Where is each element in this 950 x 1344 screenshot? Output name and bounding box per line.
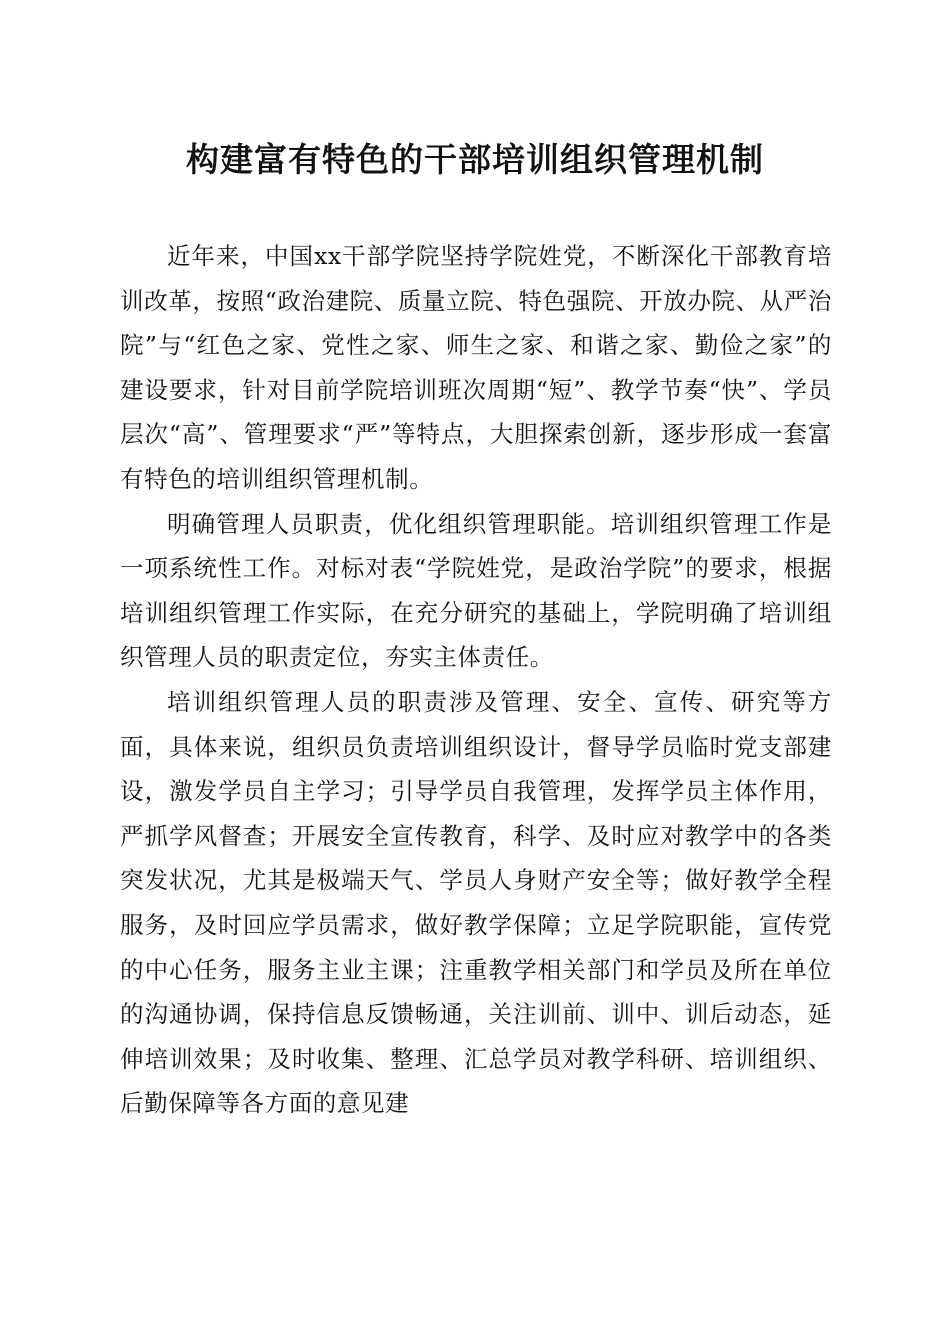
paragraph-duties: 培训组织管理人员的职责涉及管理、安全、宣传、研究等方面，具体来说，组织员负责培训组织设计，督导学员临时党支部建设，激发学员自主学习；引导学员自我管理，发挥学员主体作用，严抓学风督查；开展安全宣传教育，科学、及时应对教学中的各类突发状况，尤其是极端天气、学员人身财产安全等；做好教学全程服务，及时回应学员需求，做好教学保障；立足学院职能，宣传党的中心任务，服务主业主课；注重教学相关部门和学员及所在单位的沟通协调，保持信息反馈畅通，关注训前、训中、训后动态，延伸培训效果；及时收集、整理、汇总学员对教学科研、培训组织、后勤保障等各方面的意见建 — [120, 687, 832, 1118]
document-title: 构建富有特色的干部培训组织管理机制 — [186, 140, 764, 179]
document-body — [120, 234, 832, 1126]
paragraph-intro: 近年来，中国xx干部学院坚持学院姓党，不断深化干部教育培训改革，按照“政治建院、质量立院、特色强院、开放办院、从严治院”与“红色之家、党性之家、师生之家、和谐之家、勤俭之家”的建设要求，针对目前学院培训班次周期“短”、教学节奏“快”、学员层次“高”、管理要求“严”等特点，大胆探索创新，逐步形成一套富有特色的培训组织管理机制。 — [120, 242, 832, 493]
paragraph-responsibilities: 明确管理人员职责，优化组织管理职能。培训组织管理工作是一项系统性工作。对标对表“学院姓党，是政治学院”的要求，根据培训组织管理工作实际，在充分研究的基础上，学院明确了培训组织管理人员的职责定位，夯实主体责任。 — [120, 509, 832, 672]
